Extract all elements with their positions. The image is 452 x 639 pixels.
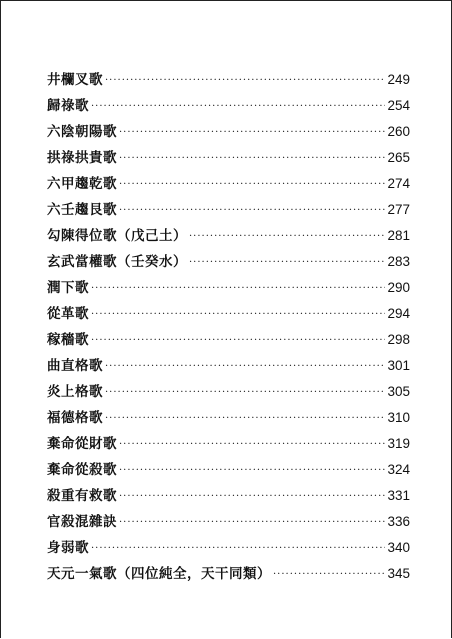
entry-page-number: 260 xyxy=(387,124,410,139)
entry-title: 身弱歌 xyxy=(47,540,89,556)
dot-leader xyxy=(91,307,385,323)
toc-entry[interactable] xyxy=(47,271,410,297)
entry-title: 官殺混雜訣 xyxy=(47,514,117,530)
dot-leader xyxy=(105,385,385,401)
toc-entry[interactable] xyxy=(47,375,410,401)
toc-entry[interactable] xyxy=(47,167,410,193)
toc-entry[interactable] xyxy=(47,323,410,349)
entry-title: 六甲趨乾歌 xyxy=(47,176,117,192)
toc-entry[interactable] xyxy=(47,557,410,583)
entry-title: 棄命從殺歌 xyxy=(47,462,117,478)
entry-page-number: 277 xyxy=(387,202,410,217)
dot-leader xyxy=(91,99,385,115)
dot-leader xyxy=(91,281,385,297)
entry-title: 六壬趨艮歌 xyxy=(47,202,117,218)
dot-leader xyxy=(119,515,385,531)
entry-page-number: 324 xyxy=(387,462,410,477)
entry-page-number: 298 xyxy=(387,332,410,347)
dot-leader xyxy=(91,541,385,557)
entry-page-number: 345 xyxy=(387,566,410,581)
toc-entry[interactable] xyxy=(47,349,410,375)
entry-title: 六陰朝陽歌 xyxy=(47,124,117,140)
dot-leader xyxy=(119,203,385,219)
dot-leader xyxy=(105,73,385,89)
entry-title: 從革歌 xyxy=(47,306,89,322)
toc-entry[interactable] xyxy=(47,193,410,219)
toc-entry[interactable] xyxy=(47,401,410,427)
entry-page-number: 331 xyxy=(387,488,410,503)
toc-entry[interactable] xyxy=(47,505,410,531)
table-of-contents xyxy=(47,63,410,583)
entry-title: 潤下歌 xyxy=(47,280,89,296)
dot-leader xyxy=(119,125,385,141)
entry-title: 勾陳得位歌（戊己土） xyxy=(47,228,187,244)
toc-entry[interactable] xyxy=(47,297,410,323)
entry-title: 炎上格歌 xyxy=(47,384,103,400)
entry-page-number: 274 xyxy=(387,176,410,191)
entry-page-number: 319 xyxy=(387,436,410,451)
entry-title: 井欄叉歌 xyxy=(47,72,103,88)
entry-page-number: 305 xyxy=(387,384,410,399)
entry-title: 拱祿拱貴歌 xyxy=(47,150,117,166)
toc-entry[interactable] xyxy=(47,453,410,479)
toc-entry[interactable] xyxy=(47,479,410,505)
entry-title: 曲直格歌 xyxy=(47,358,103,374)
entry-title: 歸祿歌 xyxy=(47,98,89,114)
entry-page-number: 294 xyxy=(387,306,410,321)
toc-entry[interactable] xyxy=(47,89,410,115)
dot-leader xyxy=(105,359,385,375)
entry-title: 天元一氣歌（四位純全，天干同類） xyxy=(47,566,271,582)
entry-title: 稼穡歌 xyxy=(47,332,89,348)
toc-entry[interactable] xyxy=(47,115,410,141)
toc-entry[interactable] xyxy=(47,427,410,453)
toc-entry[interactable] xyxy=(47,141,410,167)
dot-leader xyxy=(91,333,385,349)
entry-title: 殺重有救歌 xyxy=(47,488,117,504)
toc-entry[interactable] xyxy=(47,245,410,271)
entry-page-number: 301 xyxy=(387,358,410,373)
dot-leader xyxy=(105,411,385,427)
dot-leader xyxy=(119,489,385,505)
entry-page-number: 281 xyxy=(387,228,410,243)
entry-page-number: 254 xyxy=(387,98,410,113)
dot-leader xyxy=(119,437,385,453)
dot-leader xyxy=(119,463,385,479)
entry-page-number: 249 xyxy=(387,72,410,87)
entry-title: 棄命從財歌 xyxy=(47,436,117,452)
dot-leader xyxy=(189,229,385,245)
entry-title: 福德格歌 xyxy=(47,410,103,426)
entry-page-number: 265 xyxy=(387,150,410,165)
toc-entry[interactable] xyxy=(47,531,410,557)
entry-title: 玄武當權歌（壬癸水） xyxy=(47,254,187,270)
dot-leader xyxy=(273,567,385,583)
dot-leader xyxy=(119,151,385,167)
entry-page-number: 310 xyxy=(387,410,410,425)
entry-page-number: 290 xyxy=(387,280,410,295)
toc-entry[interactable] xyxy=(47,63,410,89)
dot-leader xyxy=(119,177,385,193)
entry-page-number: 283 xyxy=(387,254,410,269)
toc-entry[interactable] xyxy=(47,219,410,245)
entry-page-number: 340 xyxy=(387,540,410,555)
dot-leader xyxy=(189,255,385,271)
entry-page-number: 336 xyxy=(387,514,410,529)
